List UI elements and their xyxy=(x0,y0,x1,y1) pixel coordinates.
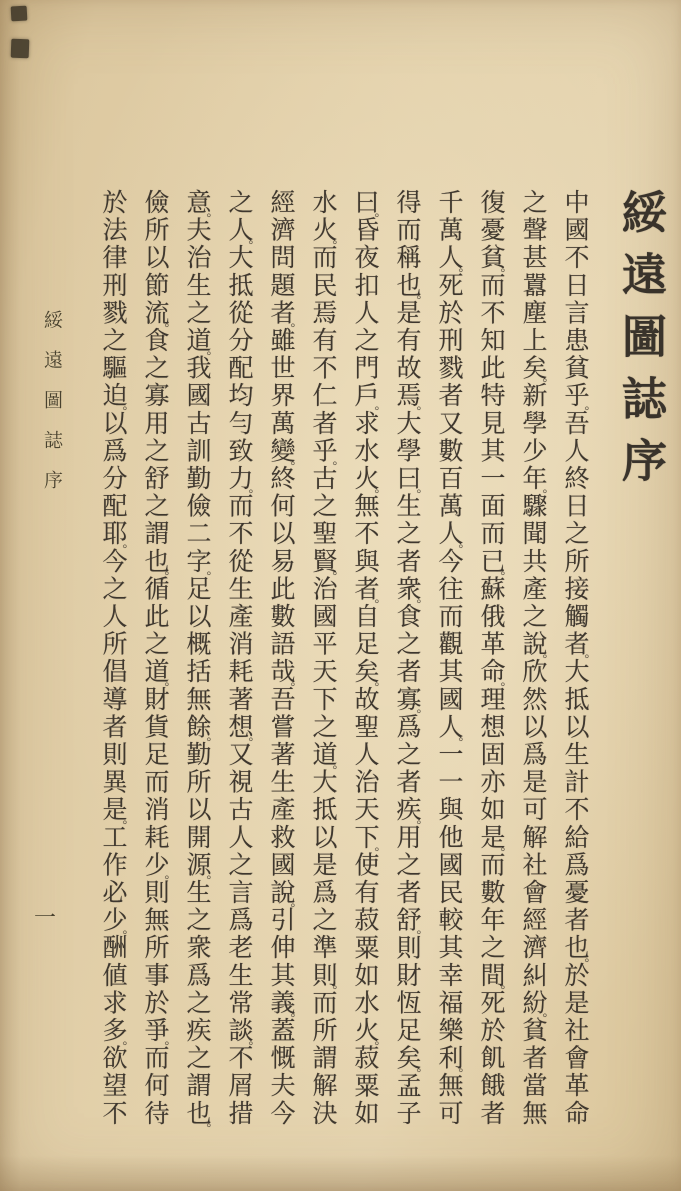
text-column: 復憂貧而不知此特見其一面而已蘇俄革命理想固亦如是而數年之間死於飢餓者 xyxy=(477,189,504,1128)
text-column: 水火而民焉有不仁者乎古之聖賢治國平天下之道大抵以是爲之準則而所謂解決 xyxy=(309,189,336,1128)
text-column: 之人大抵從分配均勻致力而不從生產消耗著想又視古人之言爲老生常談不屑措 xyxy=(225,189,252,1128)
ink-stain xyxy=(11,39,30,59)
text-column: 曰昏夜扣人之門戶求水火無不與者自足矣故聖人治天下使有菽粟如水火菽粟如 xyxy=(351,189,378,1128)
page-number: 一 xyxy=(34,905,57,930)
text-column: 中國不日言患貧乎吾人終日之所接觸者大抵以生計不給爲憂者也於是社會革命 xyxy=(561,189,588,1128)
text-block xyxy=(91,189,665,1179)
text-column: 千萬人死於刑戮者又數百萬人今往而觀其國人一一與他國民較其幸福樂利無可 xyxy=(435,189,462,1128)
text-column: 意夫治生之道我國古訓勤儉二字足以概括無餘勤所以開源生之衆爲之疾之謂也 xyxy=(183,189,210,1128)
text-column: 經濟問題者雖世界萬變終何以易此數語哉吾嘗著生產救國說引伸其義蓋慨夫今 xyxy=(267,189,294,1128)
text-column: 儉所以節流食之寡用之舒之謂也循此之道財貨足而消耗少則無所事於爭而何待 xyxy=(141,189,168,1128)
text-column: 之聲甚囂塵上矣新學少年驟聞共產之說欣然以爲是可解社會經濟糾紛貧者當無 xyxy=(519,189,546,1128)
ink-stain xyxy=(11,6,28,22)
page-title: 綏遠圖誌序 xyxy=(615,189,665,499)
text-column: 得而稱也是有故焉大學曰生之者衆食之者寡爲之者疾用之者舒則財恆足矣孟子 xyxy=(393,189,420,1128)
text-column: 於法律刑戮之驅迫以爲分配耶今之人所倡導者則異是工作必少酬値求多欲望不 xyxy=(99,189,126,1128)
margin-title: 綏遠圖誌序 xyxy=(41,310,62,510)
